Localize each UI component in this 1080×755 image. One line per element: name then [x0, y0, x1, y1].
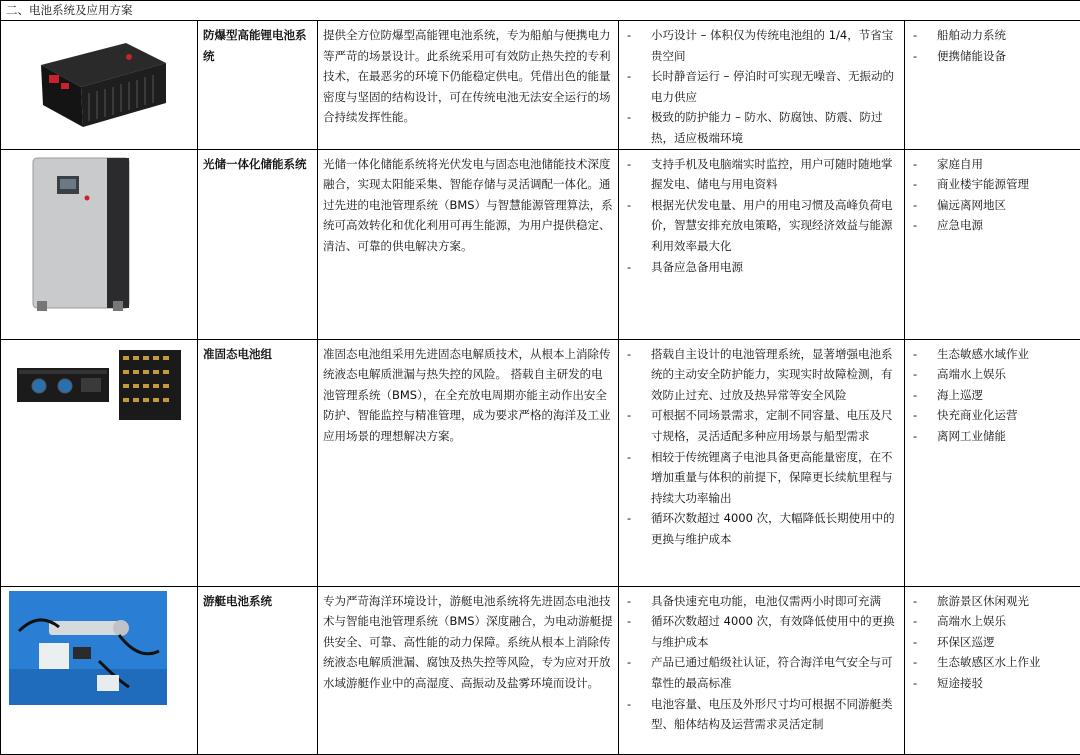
product-features [619, 21, 905, 150]
section-title: 二、电池系统及应用方案 [1, 1, 1080, 21]
application-item: - 高端水上娱乐 [910, 364, 1075, 385]
application-item: - 海上巡逻 [910, 385, 1075, 406]
product-features [619, 149, 905, 339]
application-item: - 短途接驳 [910, 673, 1075, 694]
application-item: - 偏远离网地区 [910, 195, 1075, 216]
product-image-cell [1, 339, 198, 586]
application-item: - 应急电源 [910, 215, 1075, 236]
feature-item: - 循环次数超过 4000 次，大幅降低长期使用中的更换与维护成本 [624, 508, 899, 549]
product-name: 准固态电池组 [198, 339, 318, 586]
product-applications [905, 586, 1080, 754]
explosion-proof-battery-image [31, 35, 171, 133]
product-image-cell [1, 586, 198, 754]
feature-item: - 支持手机及电脑端实时监控，用户可随时随地掌握发电、储电与用电资料 [624, 154, 899, 195]
product-name: 光储一体化储能系统 [198, 149, 318, 339]
product-image-cell [1, 149, 198, 339]
application-item: - 生态敏感水域作业 [910, 344, 1075, 365]
application-item: - 生态敏感区水上作业 [910, 652, 1075, 673]
quasi-solid-battery-image [15, 348, 185, 424]
application-item: - 旅游景区休闲观光 [910, 591, 1075, 612]
product-features [619, 586, 905, 754]
solar-storage-cabinet-image [29, 156, 133, 316]
application-item: - 船舶动力系统 [910, 25, 1075, 46]
application-item: - 家庭自用 [910, 154, 1075, 175]
feature-item: - 极致的防护能力 – 防水、防腐蚀、防震、防过热，适应极端环境 [624, 107, 899, 148]
table-row [1, 149, 1080, 339]
application-item: - 快充商业化运营 [910, 405, 1075, 426]
product-applications [905, 339, 1080, 586]
feature-item: - 根据光伏发电量、用户的用电习惯及高峰负荷电价，智慧安排充放电策略，实现经济效益与能源利用效率最大化 [624, 195, 899, 257]
product-features [619, 339, 905, 586]
product-description: 提供全方位防爆型高能锂电池系统，专为船舶与便携电力等严苛的场景设计。此系统采用可有效防止热失控的专利技术，在最恶劣的环境下仍能稳定供电。凭借出色的能量密度与坚固的结构设计，可在传统电池无法安全运行的场合持续发挥性能。 [318, 21, 619, 150]
feature-item: - 可根据不同场景需求，定制不同容量、电压及尺寸规格，灵活适配多种应用场景与船型需求 [624, 405, 899, 446]
application-item: - 环保区巡逻 [910, 632, 1075, 653]
product-description: 光储一体化储能系统将光伏发电与固态电池储能技术深度融合，实现太阳能采集、智能存储与灵活调配一体化。通过先进的电池管理系统（BMS）与智慧能源管理算法，系统可高效转化和优化利用可再生能源，为用户提供稳定、清洁、可靠的供电解决方案。 [318, 149, 619, 339]
application-item: - 商业楼宇能源管理 [910, 174, 1075, 195]
application-item: - 便携储能设备 [910, 46, 1075, 67]
table-row [1, 586, 1080, 754]
product-name: 游艇电池系统 [198, 586, 318, 754]
feature-item: - 相较于传统锂离子电池具备更高能量密度，在不增加重量与体积的前提下，保障更长续航里程与持续大功率输出 [624, 447, 899, 509]
feature-item: - 具备应急备用电源 [624, 257, 899, 278]
feature-item: - 产品已通过船级社认证，符合海洋电气安全与可靠性的最高标准 [624, 652, 899, 693]
table-row [1, 339, 1080, 586]
feature-item: - 具备快速充电功能，电池仅需两小时即可充满 [624, 591, 899, 612]
table-row [1, 21, 1080, 150]
product-description: 准固态电池组采用先进固态电解质技术，从根本上消除传统液态电解质泄漏与热失控的风险。 搭载自主研发的电池管理系统（BMS），在全充放电周期亦能主动作出安全防护、智能监控与精准管理，成为要求严格的海洋及工业应用场景的理想解决方案。 [318, 339, 619, 586]
product-applications [905, 21, 1080, 150]
yacht-battery-image [9, 591, 167, 705]
product-name: 防爆型高能锂电池系统 [198, 21, 318, 150]
feature-item: - 循环次数超过 4000 次，有效降低使用中的更换与维护成本 [624, 611, 899, 652]
product-applications [905, 149, 1080, 339]
feature-item: - 电池容量、电压及外形尺寸均可根据不同游艇类型、船体结构及运营需求灵活定制 [624, 694, 899, 735]
product-description: 专为严苛海洋环境设计，游艇电池系统将先进固态电池技术与智能电池管理系统（BMS）深度融合，为电动游艇提供安全、可靠、高性能的动力保障。系统从根本上消除传统液态电解质泄漏、腐蚀及热失控等风险，专为应对开放水域游艇作业中的高湿度、高振动及盐雾环境而设计。 [318, 586, 619, 754]
product-image-cell [1, 21, 198, 150]
feature-item: - 小巧设计 – 体积仅为传统电池组的 1/4，节省宝贵空间 [624, 25, 899, 66]
feature-item: - 长时静音运行 – 停泊时可实现无噪音、无振动的电力供应 [624, 66, 899, 107]
application-item: - 高端水上娱乐 [910, 611, 1075, 632]
application-item: - 离网工业储能 [910, 426, 1075, 447]
feature-item: - 搭载自主设计的电池管理系统，显著增强电池系统的主动安全防护能力，实现实时故障检测，有效防止过充、过放及热异常等安全风险 [624, 344, 899, 406]
